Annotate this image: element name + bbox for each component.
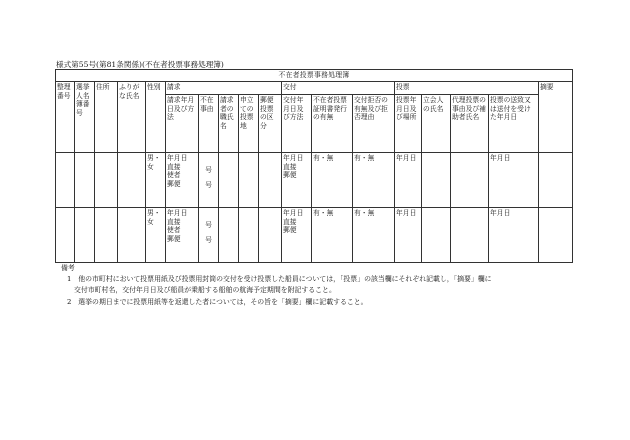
table-title: 不在者投票事務処理簿: [56, 70, 573, 82]
refusal-cell: 有・無: [353, 153, 395, 208]
notes-title: 備考: [61, 264, 75, 272]
return-date-cell: 年月日: [489, 153, 539, 208]
header-return-date: 投票の送致又は送付を受けた年月日: [489, 95, 539, 153]
header-mail-category: 郵便投票の区分: [259, 95, 282, 153]
header-certificate: 不在者投票証明書発行の有無: [312, 95, 353, 153]
header-seq: 整理番号: [56, 82, 75, 153]
header-delivery-date: 交付年月日及び方法: [282, 95, 312, 153]
form-caption: 様式第55号(第81条関係)(不在者投票事務処理簿): [56, 60, 224, 69]
sex-cell: 男・女: [146, 208, 166, 263]
certificate-cell: 有・無: [312, 208, 353, 263]
header-address: 住所: [95, 82, 118, 153]
header-absence-reason: 不在事由: [199, 95, 219, 153]
sex-cell: 男・女: [146, 153, 166, 208]
refusal-cell: 有・無: [353, 208, 395, 263]
table-row: [56, 208, 573, 263]
header-witness-place: 申立ての投票地: [239, 95, 259, 153]
delivery-method-cell: 年月日 直接 郵便: [282, 153, 312, 208]
header-requester: 請求者の職氏名: [219, 95, 239, 153]
header-vote-date: 投票年月日及び場所: [395, 95, 422, 153]
certificate-cell: 有・無: [312, 153, 353, 208]
note-2: 2 選挙の期日までに投票用紙等を返還した者については，その旨を「摘要」欄に記載すること。: [67, 297, 368, 306]
note-1: 1 他の市町村において投票用紙及び投票用封筒の交付を受け投票した船員については，「投票」の該当欄にそれぞれ記載し，「摘要」欄に: [67, 275, 492, 284]
header-proxy: 代理投票の事由及び補助者氏名: [451, 95, 489, 153]
register-table: [55, 69, 573, 263]
group-delivery: 交付: [282, 82, 395, 95]
header-refusal: 交付拒否の有無及び拒否理由: [353, 95, 395, 153]
group-request: 請求: [166, 82, 282, 95]
group-vote: 投票: [395, 82, 539, 95]
request-method-cell: 年月日 直接 使者 郵便: [166, 208, 199, 263]
vote-date-cell: 年月日: [395, 208, 422, 263]
header-sex: 性別: [146, 82, 166, 153]
header-name: ふりがな氏名: [118, 82, 146, 153]
group-remarks: 摘要: [539, 82, 573, 153]
header-voter-number: 選挙人名簿番号: [75, 82, 95, 153]
vote-date-cell: 年月日: [395, 153, 422, 208]
delivery-method-cell: 年月日 直接 郵便: [282, 208, 312, 263]
number-cell: 号 号: [199, 153, 219, 208]
header-attendant: 立会人の氏名: [422, 95, 451, 153]
header-request-date: 請求年月日及び方法: [166, 95, 199, 153]
table-row: [56, 153, 573, 208]
request-method-cell: 年月日 直接 使者 郵便: [166, 153, 199, 208]
return-date-cell: 年月日: [489, 208, 539, 263]
notes-section: [55, 263, 577, 308]
note-1-continued: 交付市町村名，交付年月日及び船員が乗船する船舶の航海予定期間を附記すること。: [74, 286, 336, 295]
number-cell: 号 号: [199, 208, 219, 263]
